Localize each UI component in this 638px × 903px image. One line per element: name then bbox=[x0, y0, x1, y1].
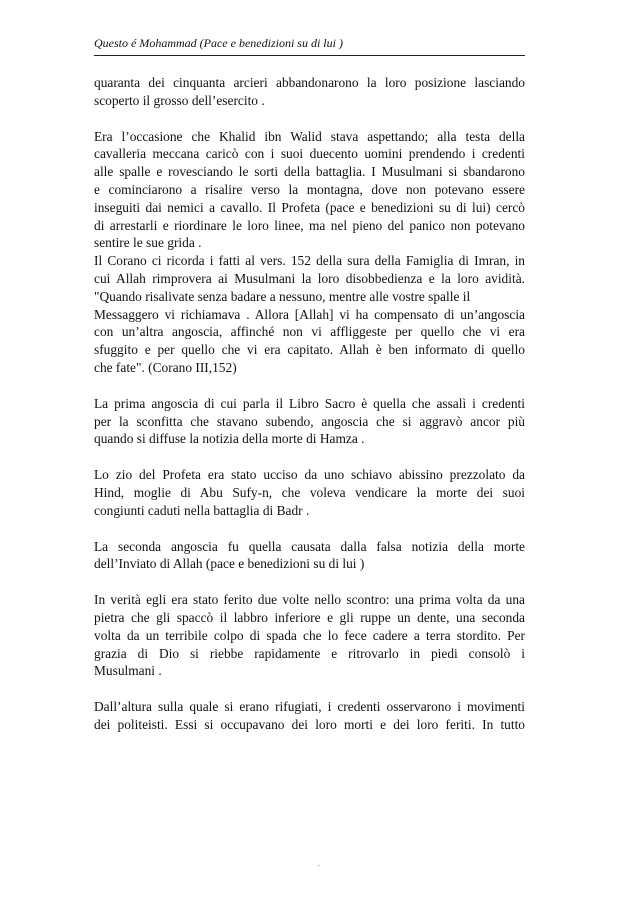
text-line: "Quando risalivate senza badare a nessuno, mentre alle vostre spalle il bbox=[94, 288, 471, 304]
text-line: In verità egli era stato ferito due volte nello scontro: una prima volta da una bbox=[94, 592, 525, 608]
paragraph bbox=[94, 538, 525, 574]
text-line: sfuggito e per quello che vi era capitato. Allah è ben informato di quello bbox=[94, 342, 525, 358]
paragraph bbox=[94, 591, 525, 680]
text-line: scoperto il grosso dell’esercito . bbox=[94, 92, 265, 108]
text-line: quando si diffuse la notizia della morte di Hamza . bbox=[94, 431, 365, 447]
paragraph bbox=[94, 128, 525, 253]
running-header-title: Questo é Mohammad (Pace e benedizioni su di lui ) bbox=[94, 36, 343, 50]
text-line: Era l’occasione che Khalid ibn Walid stava aspettando; alla testa della bbox=[94, 128, 525, 144]
text-line: Musulmani . bbox=[94, 663, 162, 679]
document-body bbox=[94, 74, 525, 752]
text-line: per la sconfitta che stavano subendo, angoscia che si aggravò ancor più bbox=[94, 413, 525, 429]
text-line: di arrestarli e riordinare le loro linee, ma nel pieno del panico non potevano bbox=[94, 217, 525, 233]
text-line: Il Corano ci ricorda i fatti al vers. 152 della sura della Famiglia di Imran, in bbox=[94, 253, 525, 269]
text-line: dell’Inviato di Allah (pace e benedizioni su di lui ) bbox=[94, 556, 365, 572]
text-line: La prima angoscia di cui parla il Libro Sacro è quella che assalì i credenti bbox=[94, 395, 525, 411]
paragraph bbox=[94, 395, 525, 448]
text-line: volta da un terribile colpo di spada che lo fece cadere a terra stordito. Per bbox=[94, 627, 525, 643]
page-number-mark: . bbox=[317, 858, 321, 868]
text-line: Dall’altura sulla quale si erano rifugiati, i credenti osservarono i movimenti bbox=[94, 699, 525, 715]
text-line: con un’altra angoscia, affinché non vi affliggeste per quello che vi era bbox=[94, 324, 525, 340]
text-line: sentire le sue grida . bbox=[94, 235, 202, 251]
text-line: Messaggero vi richiamava . Allora [Allah] vi ha compensato di un’angoscia bbox=[94, 306, 525, 322]
text-line: grazia di Dio si riebbe rapidamente e ritrovarlo in piedi consolò i bbox=[94, 645, 525, 661]
text-line: che fate". (Corano III,152) bbox=[94, 359, 237, 375]
text-line: Hind, moglie di Abu Sufy-n, che voleva vendicare la morte dei suoi bbox=[94, 484, 525, 500]
text-line: La seconda angoscia fu quella causata dalla falsa notizia della morte bbox=[94, 538, 525, 554]
paragraph bbox=[94, 74, 525, 110]
text-line: e cominciarono a risalire verso la montagna, dove non potevano essere bbox=[94, 181, 525, 197]
text-line: Lo zio del Profeta era stato ucciso da uno schiavo abissino prezzolato da bbox=[94, 467, 525, 483]
page-header bbox=[94, 33, 525, 56]
page-footer bbox=[0, 853, 638, 871]
text-line: inseguiti dai nemici a cavallo. Il Profeta (pace e benedizioni su di lui) cercò bbox=[94, 199, 525, 215]
text-line: congiunti caduti nella battaglia di Badr . bbox=[94, 502, 310, 518]
text-line: pietra che gli spaccò il labbro inferiore e gli ruppe un dente, una seconda bbox=[94, 609, 525, 625]
paragraph bbox=[94, 466, 525, 519]
text-line: cui Allah rimprovera ai Musulmani la loro disobbedienza e la loro avidità. bbox=[94, 270, 525, 286]
paragraph bbox=[94, 252, 525, 377]
text-line: dei politeisti. Essi si occupavano dei loro morti e dei loro feriti. In tutto bbox=[94, 716, 525, 732]
text-line: alle spalle e rovesciando le sorti della battaglia. I Musulmani si sbandarono bbox=[94, 164, 525, 180]
text-line: quaranta dei cinquanta arcieri abbandonarono la loro posizione lasciando bbox=[94, 75, 525, 90]
paragraph bbox=[94, 698, 525, 734]
text-line: cavalleria meccana caricò con i suoi duecento uomini prendendo i credenti bbox=[94, 146, 525, 162]
